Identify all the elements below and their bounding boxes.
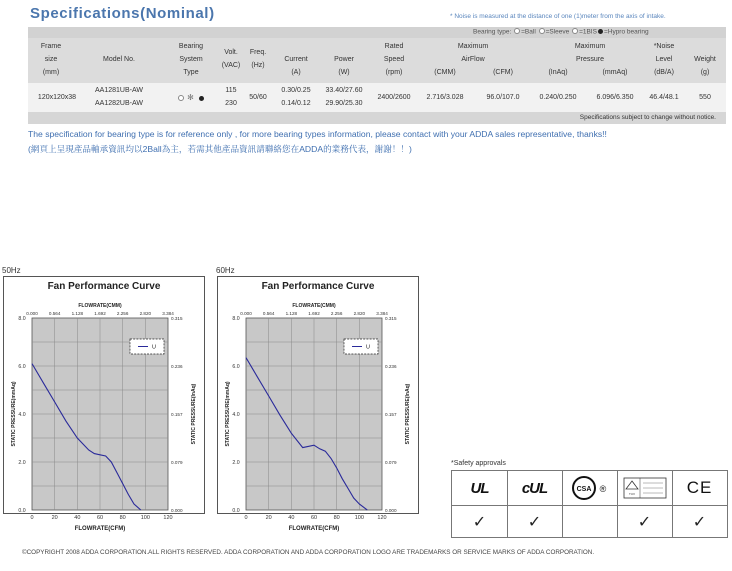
ball-bearing-icon [178,95,184,101]
td-inaq: 0.240/0.250 [539,94,577,101]
th-freq-2: (Hz) [251,62,265,69]
top-tick-label: 3.384 [162,311,174,316]
x-tick-label: 100 [354,515,364,521]
x-tick-label: 0 [244,515,248,521]
td-mmaq: 6.096/6.350 [596,94,634,101]
th-airflow-2: AirFlow [461,56,485,63]
td-cmm: 2.716/3.028 [426,94,464,101]
bearing-note-zh: (網頁上呈現產品軸承資訊均以2Ball為主，若需其他產品資訊請聯絡您在ADDA的業務代表，謝謝！！) [28,144,412,154]
top-tick-label: 2.256 [116,311,129,316]
x-tick-label: 80 [333,515,340,521]
y-tick-label: 4.0 [232,412,240,418]
bearing-legend-hypro: =Hypro bearing [603,28,649,36]
spec-table-header [28,38,726,83]
th-current-1: Current [284,56,308,63]
chart-title: Fan Performance Curve [47,281,161,292]
chart-60hz-svg [218,277,418,532]
top-axis-label: FLOWRATE(CMM) [292,303,336,309]
chart-title: Fan Performance Curve [261,281,375,292]
x-tick-label: 40 [288,515,295,521]
top-tick-label: 1.128 [285,311,298,316]
svg-text:®: ® [599,484,606,494]
tuv-logo [617,471,672,505]
legend-label: U [152,344,156,351]
y-right-axis-label: STATIC PRESSURE(InAq) [405,383,411,445]
top-tick-label: 1.692 [308,311,320,316]
y-right-tick-label: 0.157 [171,412,183,417]
top-axis-label: FLOWRATE(CMM) [78,303,122,309]
spec-table [28,38,726,112]
th-pressure-2: Pressure [575,56,604,63]
x-tick-label: 40 [74,515,81,521]
td-power-2: 29.90/25.30 [325,100,363,107]
freq-label-60hz: 60Hz [216,266,235,275]
y-tick-label: 4.0 [18,412,26,418]
x-tick-label: 120 [377,515,387,521]
y-tick-label: 0.0 [232,508,240,514]
ball-bearing-icon [514,28,520,34]
freq-label-50hz: 50Hz [2,266,21,275]
td-noise: 46.4/48.1 [649,94,679,101]
td-frame: 120x120x38 [37,94,77,101]
hypro-bearing-icon [199,96,204,101]
top-tick-label: 2.256 [330,311,343,316]
y-right-tick-label: 0.236 [385,364,397,369]
th-speed-2: Speed [383,56,405,63]
td-weight: 550 [699,94,711,101]
noise-note: * Noise is measured at the distance of one (1)meter from the axis of intake. [450,13,666,20]
x-tick-label: 60 [310,515,318,521]
top-tick-label: 0.564 [262,311,275,316]
td-current-1: 0.30/0.25 [281,87,311,94]
td-current-2: 0.14/0.12 [281,100,311,107]
x-tick-label: 20 [51,515,58,521]
safety-approvals-table [451,470,728,538]
y-right-tick-label: 0.157 [385,412,397,417]
bearing-legend-sleeve: =Sleeve [545,28,570,36]
bearing-legend-bis: =1BIS [579,28,597,36]
td-freq: 50/60 [249,94,267,101]
th-bearing-1: Bearing [178,43,204,50]
th-pressure-mmaq: (mmAq) [602,69,628,76]
td-bearing-icons [168,91,214,105]
bis-bearing-icon [572,28,578,34]
fan-curve-60hz [217,276,419,532]
y-tick-label: 2.0 [232,460,240,466]
x-tick-label: 20 [265,515,272,521]
ul-logo: UL [470,479,489,497]
y-tick-label: 8.0 [18,316,26,322]
th-airflow-cfm: (CFM) [493,69,513,76]
spec-footer-text: Specifications subject to change without notice. [579,114,716,121]
ul-check: ✓ [472,513,487,531]
top-tick-label: 3.384 [376,311,388,316]
top-tick-label: 1.128 [71,311,84,316]
y-right-tick-label: 0.315 [171,316,183,321]
th-frame-2: size [44,56,58,63]
x-tick-label: 80 [119,515,126,521]
td-power-1: 33.40/27.60 [325,87,363,94]
th-weight-2: (g) [700,69,710,76]
y-tick-label: 8.0 [232,316,240,322]
hypro-bearing-icon [598,29,603,34]
x-axis-label: FLOWRATE(CFM) [74,526,126,532]
y-right-tick-label: 0.236 [171,364,183,369]
tuv-logo-icon [623,477,667,499]
th-noise-3: (dB/A) [654,69,674,76]
td-model-2: AA1282UB-AW [95,100,143,107]
x-tick-label: 0 [30,515,34,521]
chart-50hz-svg [4,277,204,532]
th-model: Model No. [103,56,135,63]
th-airflow-1: Maximum [457,43,489,50]
y-right-tick-label: 0.000 [171,508,183,513]
th-noise-1: *Noise [653,43,675,50]
bearing-legend-prefix: Bearing type: [473,28,512,36]
sleeve-bearing-icon [539,28,545,34]
y-right-tick-label: 0.079 [171,460,183,465]
y-right-tick-label: 0.000 [385,508,397,513]
ce-check: ✓ [692,513,707,531]
th-frame-1: Frame [40,43,62,50]
top-tick-label: 0.000 [26,311,38,316]
y-axis-label: STATIC PRESSURE(mmAq) [11,381,17,447]
top-tick-label: 2.820 [353,311,366,316]
th-power-2: (W) [338,69,350,76]
th-freq-1: Freq. [249,49,267,56]
y-axis-label: STATIC PRESSURE(mmAq) [225,381,231,447]
top-tick-label: 2.820 [139,311,152,316]
top-tick-label: 0.564 [48,311,61,316]
bearing-note-en: The specification for bearing type is for reference only , for more bearing types information, please contact with your ADDA sales representative, thanks!! [28,129,607,139]
x-tick-label: 100 [140,515,150,521]
csa-check [562,506,617,537]
sleeve-bearing-icon: ✻ [187,93,194,102]
csa-logo-icon [570,474,610,502]
bearing-legend-ball: =Ball [521,28,536,36]
x-tick-label: 60 [96,515,104,521]
th-frame-3: (mm) [42,69,60,76]
y-right-axis-label: STATIC PRESSURE(InAq) [191,383,197,445]
th-pressure-1: Maximum [574,43,606,50]
y-tick-label: 0.0 [18,508,26,514]
th-noise-2: Level [655,56,673,63]
cul-logo: cUL [521,479,548,497]
x-tick-label: 120 [163,515,173,521]
ce-logo: CE [686,478,713,497]
y-tick-label: 6.0 [18,364,26,370]
bearing-legend [28,27,726,38]
y-tick-label: 6.0 [232,364,240,370]
th-current-2: (A) [291,69,301,76]
td-volt-1: 115 [225,87,237,94]
copyright: ©COPYRIGHT 2008 ADDA CORPORATION.ALL RIGHTS RESERVED. ADDA CORPORATION AND ADDA CORPORATION LOGO ARE TRADEMARKS OR SERVICE MARKS OF ADDA CORPORATION. [22,549,595,556]
safety-approvals-label: *Safety approvals [451,460,506,467]
th-airflow-cmm: (CMM) [434,69,456,76]
y-tick-label: 2.0 [18,460,26,466]
th-volt-1: Volt. [224,49,238,56]
spec-table-row [28,83,726,112]
fan-curve-50hz [3,276,205,532]
y-right-tick-label: 0.315 [385,316,397,321]
csa-logo [562,471,617,505]
tuv-check: ✓ [637,513,652,531]
th-speed-3: (rpm) [385,69,403,76]
th-power-1: Power [334,56,354,63]
top-tick-label: 1.692 [94,311,106,316]
th-bearing-2: System [179,56,203,63]
td-model-1: AA1281UB-AW [95,87,143,94]
spec-footer [28,112,726,124]
cul-check: ✓ [527,513,542,531]
csa-logo-text: CSA [576,486,591,493]
th-pressure-inaq: (InAq) [548,69,568,76]
legend-label: U [366,344,370,351]
th-bearing-3: Type [183,69,199,76]
td-speed: 2400/2600 [377,94,411,101]
page-title: Specifications(Nominal) [30,5,215,22]
th-weight-1: Weight [694,56,716,63]
th-volt-2: (VAC) [221,62,241,69]
tuv-logo-text: TUV [628,492,635,496]
td-volt-2: 230 [225,100,237,107]
td-cfm: 96.0/107.0 [486,94,520,101]
y-right-tick-label: 0.079 [385,460,397,465]
th-speed-1: Rated [384,43,404,50]
x-axis-label: FLOWRATE(CFM) [288,526,340,532]
top-tick-label: 0.000 [240,311,252,316]
